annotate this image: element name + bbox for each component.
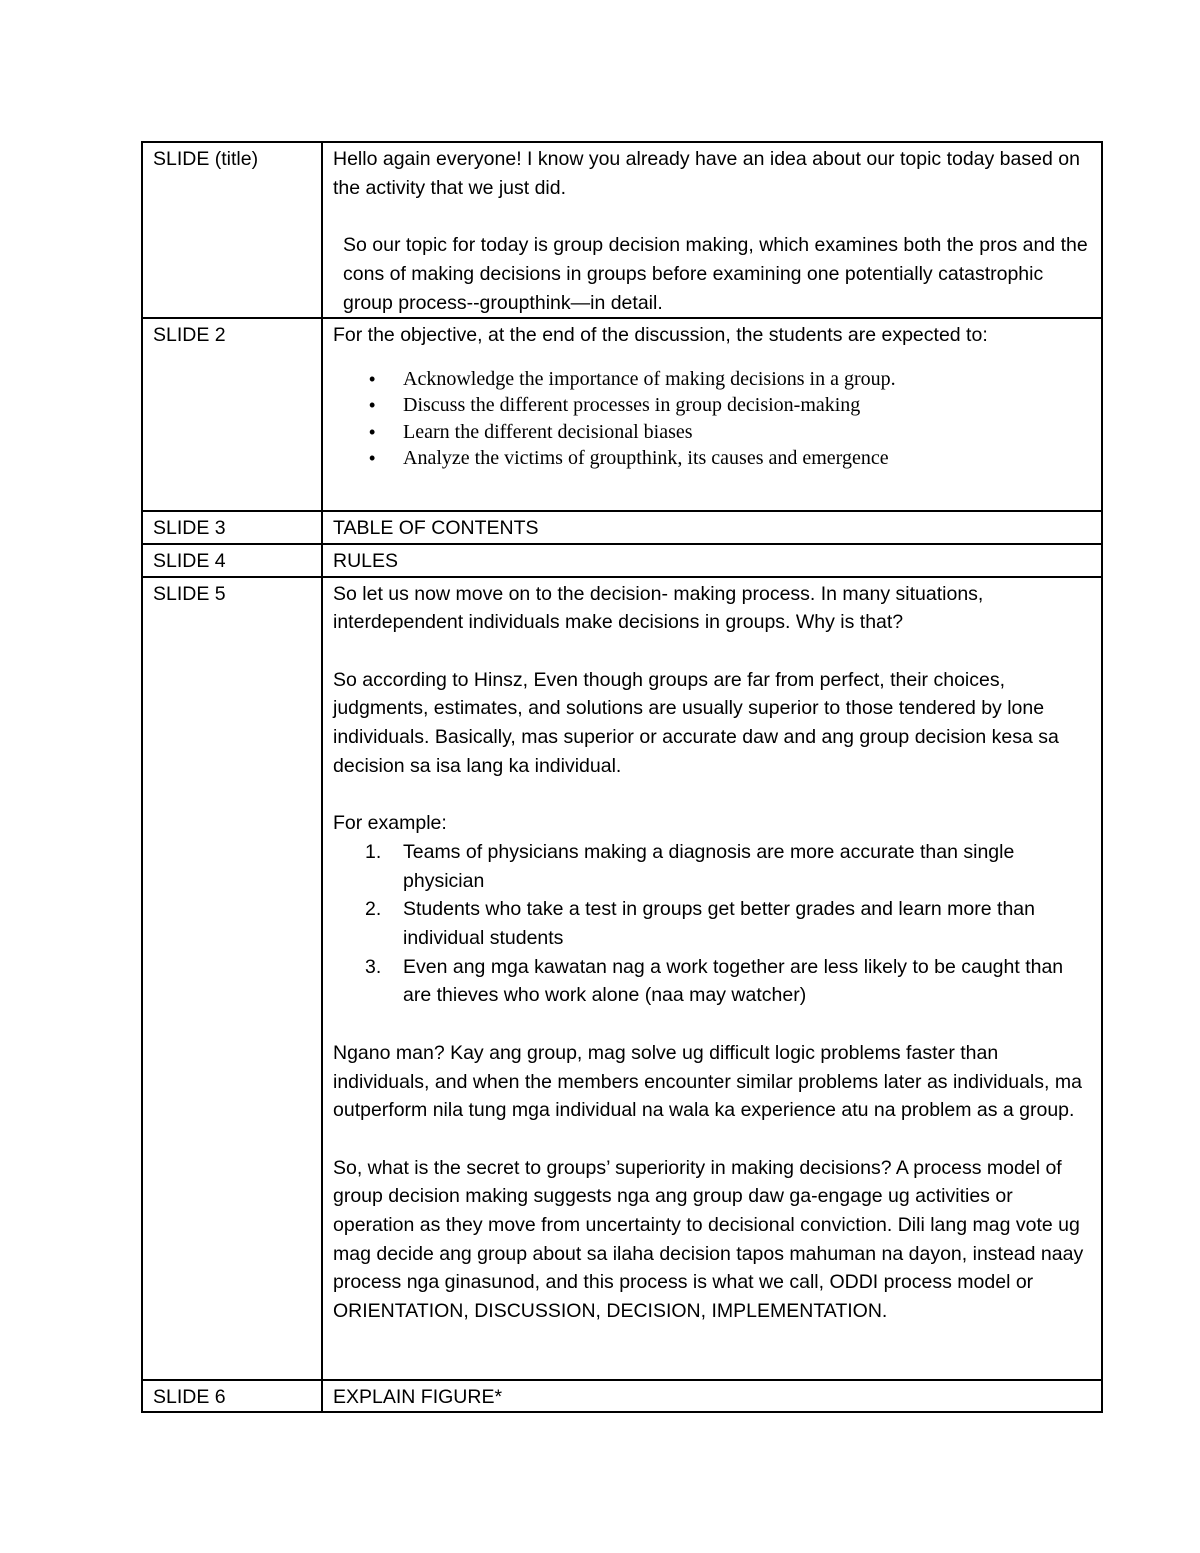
slide-label: SLIDE 4 xyxy=(153,549,226,572)
slide-label-cell xyxy=(142,544,322,577)
table-row xyxy=(142,544,1102,577)
list-item xyxy=(365,895,1095,952)
slide-label-cell xyxy=(142,577,322,1380)
slide-label: SLIDE 2 xyxy=(153,324,226,347)
list-number: 2. xyxy=(365,898,382,921)
table-row xyxy=(142,142,1102,318)
note-paragraph: For example: xyxy=(333,812,447,835)
note-text: TABLE OF CONTENTS xyxy=(333,517,539,540)
list-item: • Acknowledge the importance of making decisions in a group. xyxy=(403,366,1095,393)
slide-label-cell xyxy=(142,1380,322,1413)
note-paragraph: Ngano man? Kay ang group, mag solve ug difficult logic problems faster than individuals, and when the members encounter similar problems later as individuals, ma outperform nila tung mga individual na wala ka experience atu na problem as a group. xyxy=(333,1041,1082,1122)
note-paragraph: So let us now move on to the decision- making process. In many situations, interdependent individuals make decisions in groups. Why is that? xyxy=(333,582,984,634)
slide-note-cell xyxy=(322,511,1102,544)
slide-note-cell xyxy=(322,142,1102,318)
list-item xyxy=(365,838,1095,895)
list-number: 1. xyxy=(365,840,382,863)
list-number: 3. xyxy=(365,955,382,978)
list-item xyxy=(365,953,1095,1010)
objectives-list xyxy=(333,366,1095,472)
slide-label-cell xyxy=(142,511,322,544)
slide-note-cell xyxy=(322,544,1102,577)
table-row xyxy=(142,318,1102,511)
note-paragraph: So our topic for today is group decision making, which examines both the pros and the cons of making decisions in groups before examining one potentially catastrophic group process--groupthink—in detail. xyxy=(343,234,1088,314)
list-text: Students who take a test in groups get better grades and learn more than individual students xyxy=(403,898,1035,950)
note-text: EXPLAIN FIGURE* xyxy=(333,1385,503,1408)
slide-note-cell xyxy=(322,577,1102,1380)
table-row xyxy=(142,1380,1102,1413)
list-item: • Analyze the victims of groupthink, its causes and emergence xyxy=(403,445,1095,472)
slide-label-cell xyxy=(142,142,322,318)
slide-label: SLIDE 5 xyxy=(153,582,226,605)
slide-label-cell xyxy=(142,318,322,511)
examples-list xyxy=(333,838,1095,1010)
list-text: Even ang mga kawatan nag a work together are less likely to be caught than are thieves who work alone (naa may watcher) xyxy=(403,955,1064,1007)
note-paragraph: Hello again everyone! I know you already have an idea about our topic today based on the activity that we just did. xyxy=(333,148,1080,199)
objective-intro: For the objective, at the end of the discussion, the students are expected to: xyxy=(333,324,988,347)
slide-note-cell xyxy=(322,1380,1102,1413)
note-paragraph: So according to Hinsz, Even though groups are far from perfect, their choices, judgments, estimates, and solutions are usually superior to those tendered by lone individuals. Basically, mas superior or accurate daw and ang group decision kesa sa decision sa isa lang ka individual. xyxy=(333,668,1059,777)
slide-label: SLIDE 3 xyxy=(153,517,226,540)
list-item: • Learn the different decisional biases xyxy=(403,419,1095,446)
slide-label: SLIDE (title) xyxy=(153,148,259,170)
table-row xyxy=(142,511,1102,544)
list-item: • Discuss the different processes in group decision-making xyxy=(403,392,1095,419)
note-paragraph: So, what is the secret to groups’ superiority in making decisions? A process model of group decision making suggests nga ang group daw ga-engage ug activities or operation as they move from uncertainty to decisional conviction. Dili lang mag vote ug mag decide ang group about sa ilaha decision tapos mahuman na dayon, instead naay process nga ginasunod, and this process is what we call, ODDI process model or ORIENTATION, DISCUSSION, DECISION, IMPLEMENTATION. xyxy=(333,1156,1084,1323)
list-text: Teams of physicians making a diagnosis are more accurate than single physician xyxy=(403,840,1015,892)
slide-script-table xyxy=(141,141,1103,1413)
note-text: RULES xyxy=(333,549,399,572)
slide-note-cell xyxy=(322,318,1102,511)
slide-label: SLIDE 6 xyxy=(153,1385,226,1408)
table-row xyxy=(142,577,1102,1380)
